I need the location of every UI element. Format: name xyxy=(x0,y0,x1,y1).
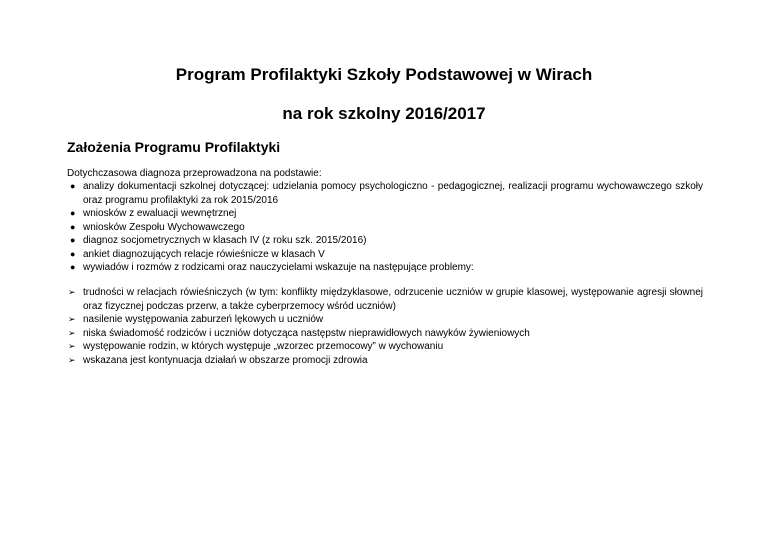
list-item-text: wniosków Zespołu Wychowawczego xyxy=(83,221,245,233)
list-item xyxy=(67,340,703,354)
list-item xyxy=(67,207,703,221)
list-item xyxy=(67,221,703,235)
list-item xyxy=(67,261,703,275)
list-item-text: trudności w relacjach rówieśniczych (w tym: konflikty międzyklasowe, odrzucenie uczniów w grupie klasowej, występowanie agresji słownej oraz fizycznej podczas przerw, a także cyberprzemocy wśród uczniów) xyxy=(83,287,703,312)
list-item xyxy=(67,234,703,248)
arrow-bullet-icon: ➢ xyxy=(68,354,76,365)
document-subtitle: na rok szkolny 2016/2017 xyxy=(282,104,486,123)
bullet-icon: ● xyxy=(70,235,76,245)
bullet-icon: ● xyxy=(70,181,76,191)
list-item xyxy=(67,354,703,368)
bullet-icon: ● xyxy=(70,248,76,259)
arrow-bullet-icon: ➢ xyxy=(68,341,76,351)
document-title: Program Profilaktyki Szkoły Podstawowej w Wirach xyxy=(175,65,593,84)
list-item-text: nasilenie występowania zaburzeń lękowych u uczniów xyxy=(83,314,324,325)
list-item-text: wywiadów i rozmów z rodzicami oraz nauczycielami wskazuje na następujące problemy: xyxy=(83,262,474,273)
arrow-bullet-icon: ➢ xyxy=(68,287,76,297)
list-item-text: występowanie rodzin, w których występuje „wzorzec przemocowy” w wychowaniu xyxy=(83,341,444,352)
list-item-text: diagnoz socjometrycznych w klasach IV (z roku szk. 2015/2016) xyxy=(83,235,367,246)
arrow-bullet-icon: ➢ xyxy=(68,314,76,324)
bullet-icon: ● xyxy=(70,221,76,232)
list-item-text: wskazana jest kontynuacja działań w obszarze promocji zdrowia xyxy=(83,354,368,366)
intro-text: Dotychczasowa diagnoza przeprowadzona na podstawie: xyxy=(67,168,322,179)
list-item xyxy=(67,327,703,341)
list-item xyxy=(67,180,703,207)
arrow-bullet-icon: ➢ xyxy=(68,327,76,338)
list-item xyxy=(67,313,703,327)
list-item-text: ankiet diagnozujących relacje rówieśnicze w klasach V xyxy=(83,248,325,260)
list-item-text: niska świadomość rodziców i uczniów dotycząca następstw nieprawidłowych nawyków żywieniowych xyxy=(83,327,530,339)
problems-list xyxy=(67,286,703,367)
section-heading: Założenia Programu Profilaktyki xyxy=(67,139,281,155)
list-item xyxy=(67,286,703,313)
list-item-text: analizy dokumentacji szkolnej dotyczącej: udzielania pomocy psychologiczno - pedagogicznej, realizacji programu wychowawczego szkoły oraz programu profilaktyki za rok 2015/2016 xyxy=(83,181,703,206)
bullet-icon: ● xyxy=(70,208,76,218)
diagnosis-sources-list xyxy=(67,180,703,275)
list-item xyxy=(67,248,703,262)
list-item-text: wniosków z ewaluacji wewnętrznej xyxy=(83,208,237,219)
bullet-icon: ● xyxy=(70,262,76,272)
